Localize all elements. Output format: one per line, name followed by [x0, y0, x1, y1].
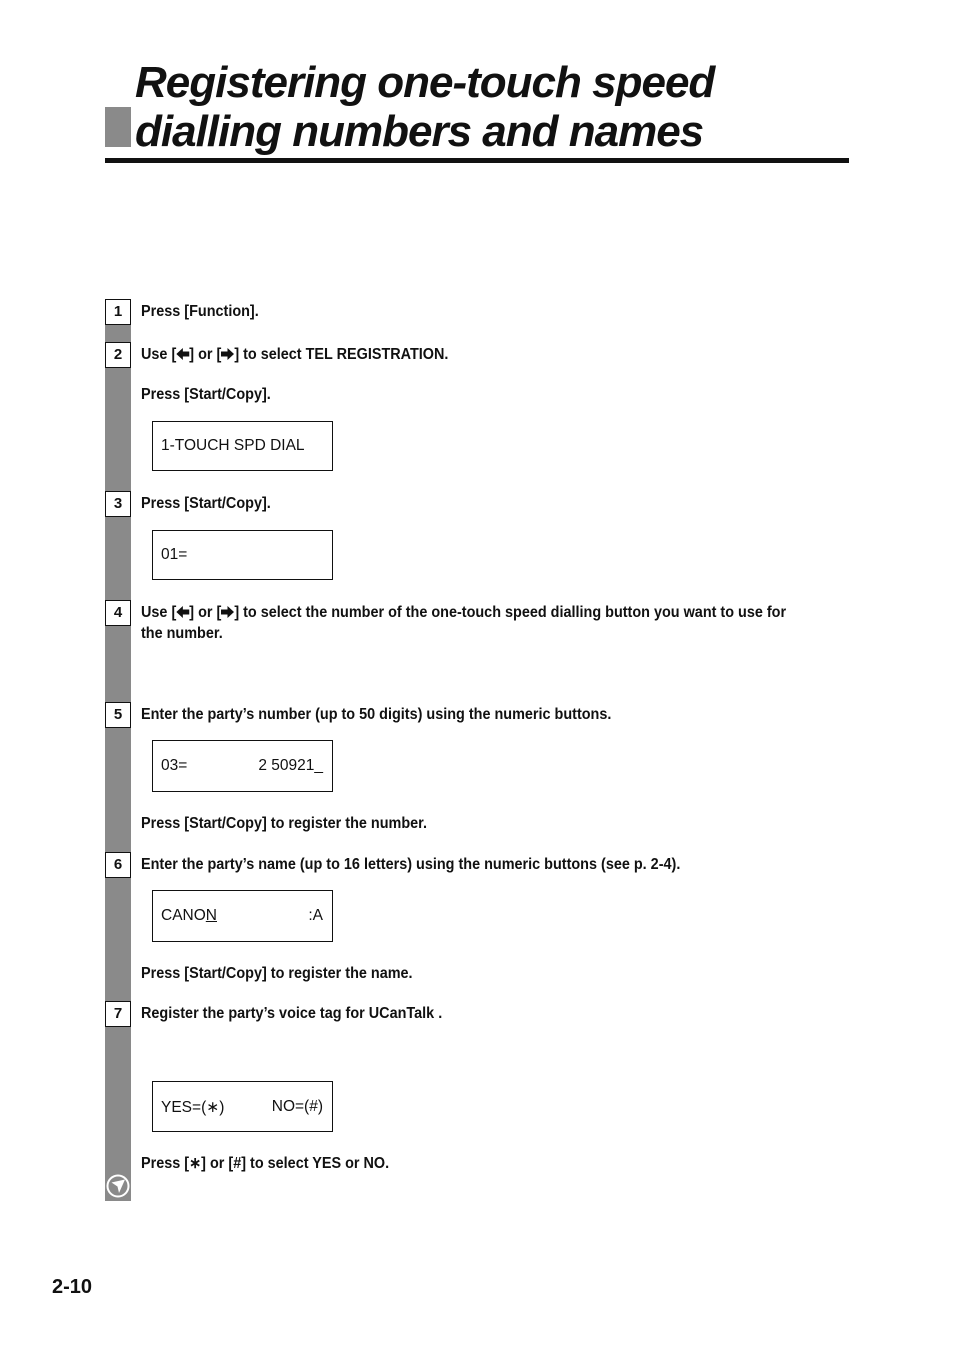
lcd-display-step-5	[152, 740, 333, 792]
lcd-right-text: NO=(#)	[271, 1098, 323, 1115]
lcd-right-text: 2 50921_	[258, 757, 323, 774]
page-title-line-2: dialling numbers and names	[135, 107, 704, 156]
lcd-name-text: CANO	[161, 907, 206, 924]
lcd-left-text: 03=	[161, 757, 188, 774]
step-number-1: 1	[105, 299, 131, 325]
step-number-3: 3	[105, 491, 131, 517]
title-rule	[105, 158, 849, 163]
step-1-text: Press [Function].	[141, 303, 259, 320]
left-arrow-icon	[176, 606, 189, 618]
step-2-text-suffix: ] to select TEL REGISTRATION.	[234, 346, 449, 363]
step-2-text-prefix: Use [	[141, 346, 177, 363]
page-title	[135, 58, 714, 156]
star-key-icon: ∗	[189, 1155, 202, 1172]
step-5-sub-text: Press [Start/Copy] to register the number.	[141, 815, 427, 832]
lcd-left-text	[161, 907, 217, 925]
step-2-text-mid: ] or [	[189, 346, 222, 363]
lcd-display-step-7	[152, 1081, 333, 1132]
lcd-display-step-2	[152, 421, 333, 471]
step-number-2: 2	[105, 342, 131, 368]
step-7-text: Register the party’s voice tag for UCanTalk .	[141, 1005, 443, 1022]
step-6-sub-text: Press [Start/Copy] to register the name.	[141, 965, 413, 982]
page-title-line-1: Registering one-touch speed	[135, 58, 715, 107]
step-number-5: 5	[105, 702, 131, 728]
step-4-text-prefix: Use [	[141, 604, 177, 621]
lcd-display-step-6	[152, 890, 333, 942]
step-6-text: Enter the party’s name (up to 16 letters) using the numeric buttons (see p. 2-4).	[141, 856, 681, 873]
step-4-text-mid: ] or [	[189, 604, 222, 621]
lcd-right-text: :A	[308, 907, 323, 924]
title-accent-bar	[105, 107, 131, 147]
lcd-text: 1-TOUCH SPD DIAL	[161, 437, 305, 454]
step-number-6: 6	[105, 852, 131, 878]
step-number-4: 4	[105, 600, 131, 626]
left-arrow-icon	[176, 348, 189, 360]
step-7-sub-prefix: Press [	[141, 1155, 190, 1172]
lcd-cursor-char: N	[205, 907, 217, 924]
step-7-sub-suffix: ] or [#] to select YES or NO.	[201, 1155, 390, 1172]
lcd-text: 01=	[161, 546, 188, 563]
right-arrow-icon	[221, 606, 234, 618]
step-3-text: Press [Start/Copy].	[141, 495, 271, 512]
procedure-sidebar	[105, 299, 131, 1201]
step-4-text-suffix: ] to select the number of the one-touch speed dialling button you want to use for the number.	[141, 604, 787, 642]
step-number-7: 7	[105, 1001, 131, 1027]
lcd-left-text: YES=(∗)	[161, 1099, 225, 1116]
step-4-text	[141, 602, 792, 644]
step-2-text	[141, 344, 792, 365]
end-of-procedure-icon	[106, 1174, 130, 1198]
step-5-text: Enter the party’s number (up to 50 digits) using the numeric buttons.	[141, 706, 612, 723]
page-number: 2-10	[52, 1276, 93, 1298]
right-arrow-icon	[221, 348, 234, 360]
step-2-sub-text: Press [Start/Copy].	[141, 386, 271, 403]
step-7-sub-text	[141, 1153, 792, 1174]
lcd-display-step-3	[152, 530, 333, 580]
